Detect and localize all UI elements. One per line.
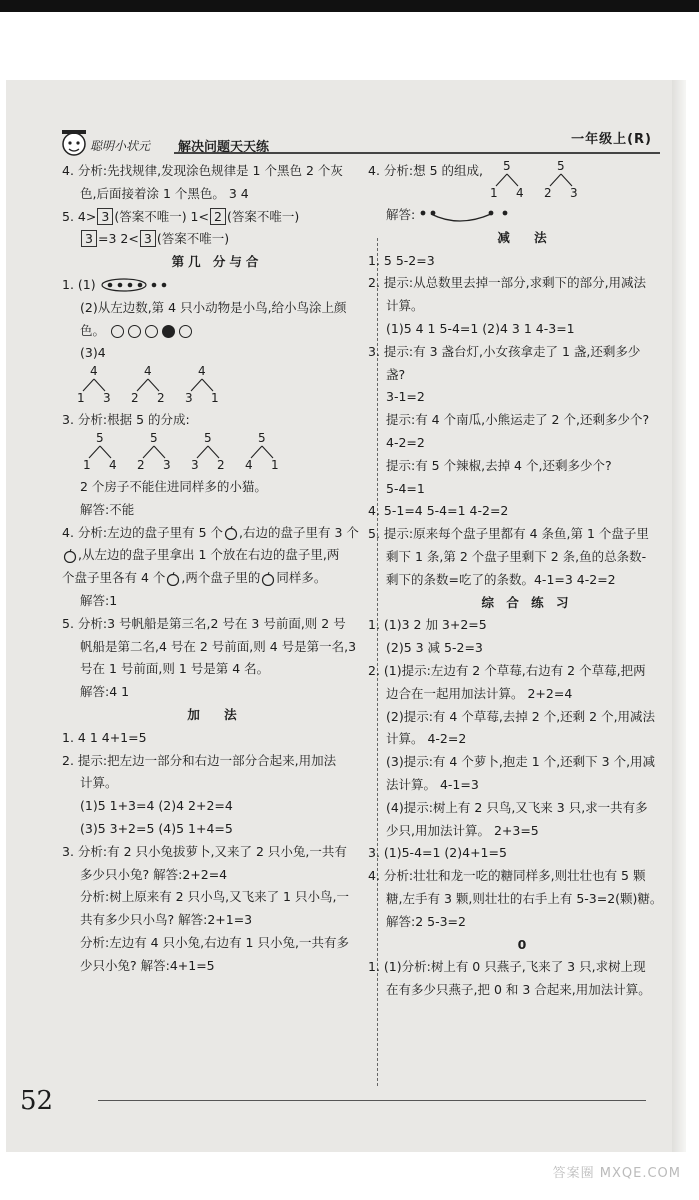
tree-left: 1 — [77, 391, 85, 406]
text-line: 1. (1)分析:树上有 0 只燕子,飞来了 3 只,求树上现 — [368, 959, 646, 975]
text-line: 少只,用加法计算。 2+3=5 — [386, 822, 539, 838]
text-line: 糖,左手有 3 颗,则壮壮的右手上有 5-3=2(颗)糖。 — [386, 890, 663, 906]
tree-top: 5 — [150, 430, 158, 445]
text-line: 4-2=2 — [386, 434, 425, 450]
text-line: (3)5 3+2=5 (4)5 1+4=5 — [80, 820, 233, 836]
tree-right: 2 — [217, 457, 225, 472]
text-line: 4. 分析:先找规律,发现涂色规律是 1 个黑色 2 个灰 — [62, 163, 343, 178]
circle-empty — [179, 325, 192, 338]
section-heading: 加 法 — [187, 706, 247, 722]
text-line: 分析:左边有 4 只小兔,右边有 1 只小兔,一共有多 — [80, 934, 349, 950]
header-rule — [174, 152, 660, 154]
tree-top: 5 — [258, 430, 266, 445]
text-line: (3)4 — [80, 345, 106, 361]
watermark: 答案圈 MXQE.COM — [552, 1166, 681, 1181]
text-line: 计算。 — [386, 298, 424, 314]
answer-box: 3 — [97, 208, 113, 225]
text-span: ,两个盘子里的 — [181, 570, 261, 586]
decomposition-tree — [242, 432, 282, 472]
svg-text:聪明小状元: 聪明小状元 — [90, 139, 151, 153]
text-span: 1. (1) — [62, 276, 96, 292]
text-line: (3)提示:有 4 个萝卜,抱走 1 个,还剩下 3 个,用减 — [386, 754, 656, 770]
grade-label: 一年级上(R) — [571, 132, 652, 147]
text-line — [62, 544, 372, 567]
tree-right: 1 — [211, 391, 219, 406]
text-line: 计算。 — [80, 775, 118, 791]
text-line: 3-1=2 — [386, 389, 425, 405]
text-line: 解答:不能 — [80, 501, 135, 517]
text-line: 4. 分析:壮壮和龙一吃的糖同样多,则壮壮也有 5 颗 — [368, 868, 646, 884]
text-span: 4. 分析:左边的盘子里有 5 个 — [62, 524, 224, 540]
text-line: 1. 4 1 4+1=5 — [62, 729, 147, 745]
text-line: 帆船是第二名,4 号在 2 号前面,则 4 号是第一名,3 — [80, 638, 357, 654]
text-line: 边合在一起用加法计算。 2+2=4 — [386, 685, 573, 701]
text-line — [368, 204, 686, 227]
text-line: 解答:4 1 — [80, 684, 130, 700]
tree-top: 4 — [90, 364, 98, 379]
text-line: 3. (1)5-4=1 (2)4+1=5 — [368, 845, 507, 861]
decomposition-tree — [487, 160, 527, 200]
section-heading: 0 — [517, 936, 537, 952]
text-span: (答案不唯一) — [156, 231, 230, 247]
tree-top: 4 — [198, 364, 206, 379]
apple-icon — [223, 526, 239, 540]
text-line — [368, 160, 686, 204]
tree-right: 1 — [271, 457, 279, 472]
text-line: 2. 提示:把左边一部分和右边一部分合起来,用加法 — [62, 752, 337, 768]
text-line — [62, 274, 372, 297]
text-span: 5. 4> — [62, 208, 97, 224]
text-line: (1)5 4 1 5-4=1 (2)4 3 1 4-3=1 — [386, 320, 575, 336]
text-span: 色。 — [80, 322, 106, 338]
text-line: 色,后面接着涂 1 个黑色。 3 4 — [80, 185, 249, 201]
right-column — [368, 160, 686, 1002]
text-line: 提示:有 4 个南瓜,小熊运走了 2 个,还剩多少个? — [386, 412, 650, 428]
tree-left: 4 — [245, 457, 253, 472]
text-line: 5. 分析:3 号帆船是第三名,2 号在 3 号前面,则 2 号 — [62, 615, 346, 631]
answer-box: 2 — [210, 208, 226, 225]
text-line: 剩下 1 条,第 2 个盘子里剩下 2 条,鱼的总条数- — [386, 548, 647, 564]
apple-icon — [165, 572, 181, 586]
tree-right: 3 — [103, 391, 111, 406]
circle-empty — [111, 325, 124, 338]
text-line: 3. 分析:有 2 只小兔拔萝卜,又来了 2 只小兔,一共有 — [62, 843, 347, 859]
text-line: 解答:1 — [80, 592, 118, 608]
text-line: (2)从左边数,第 4 只小动物是小鸟,给小鸟涂上颜 — [80, 299, 347, 315]
tree-left: 3 — [191, 457, 199, 472]
text-line — [62, 206, 372, 229]
tree-left: 1 — [83, 457, 91, 472]
text-line: 剩下的条数=吃了的条数。4-1=3 4-2=2 — [386, 571, 616, 587]
answer-box: 3 — [81, 230, 97, 247]
page-number: 52 — [20, 1086, 54, 1116]
text-line: (1)5 1+3=4 (2)4 2+2=4 — [80, 798, 233, 814]
tree-left: 3 — [185, 391, 193, 406]
tree-top: 5 — [204, 430, 212, 445]
page-header — [54, 128, 660, 160]
text-line: 1. (1)3 2 加 3+2=5 — [368, 617, 487, 633]
text-line: 解答:2 5-3=2 — [386, 913, 466, 929]
text-line: (2)5 3 减 5-2=3 — [386, 640, 483, 656]
grouping-drawing — [419, 208, 511, 224]
text-span: (答案不唯一) 1< — [114, 208, 209, 224]
text-line: 共有多少只小鸟? 解答:2+1=3 — [80, 912, 253, 928]
text-line: 2 个房子不能住进同样多的小猫。 — [80, 478, 267, 494]
text-line: 2. 提示:从总数里去掉一部分,求剩下的部分,用减法 — [368, 275, 647, 291]
tree-row — [62, 432, 372, 476]
decomposition-tree — [188, 432, 228, 472]
tree-left: 2 — [131, 391, 139, 406]
text-line: 在有多少只燕子,把 0 和 3 合起来,用加法计算。 — [386, 982, 651, 998]
circle-empty — [145, 325, 158, 338]
tree-right: 3 — [163, 457, 171, 472]
tree-left: 1 — [489, 186, 498, 200]
text-span: ,右边的盘子里有 3 个 — [239, 524, 359, 540]
section-heading: 第几 分与合 — [171, 254, 263, 270]
tree-top: 5 — [502, 159, 511, 173]
tree-row — [62, 365, 372, 409]
text-line: 1. 5 5-2=3 — [368, 252, 435, 268]
text-line: 计算。 4-2=2 — [386, 731, 467, 747]
text-line: 法计算。 4-1=3 — [386, 776, 479, 792]
tree-right: 4 — [515, 186, 524, 200]
section-heading: 综 合 练 习 — [481, 594, 573, 610]
tree-right: 4 — [109, 457, 117, 472]
answer-box: 3 — [140, 230, 156, 247]
status-bar — [0, 0, 699, 12]
dots-drawing — [100, 278, 170, 292]
tree-top: 4 — [144, 364, 152, 379]
tree-right: 2 — [157, 391, 165, 406]
text-span: 解答: — [386, 207, 416, 222]
text-span: 4. 分析:想 5 的组成, — [368, 163, 483, 178]
text-span: ,从左边的盘子里拿出 1 个放在右边的盘子里,两 — [78, 547, 340, 563]
text-span: =3 2< — [98, 231, 139, 247]
text-line: 少只小兔? 解答:4+1=5 — [80, 957, 215, 973]
left-column — [62, 160, 372, 978]
circle-filled — [162, 325, 175, 338]
tree-left: 2 — [543, 186, 552, 200]
text-span: 个盘子里各有 4 个 — [62, 570, 166, 586]
text-span: (答案不唯一) — [226, 208, 300, 224]
decomposition-tree — [541, 160, 581, 200]
footer-rule — [98, 1100, 646, 1101]
decomposition-tree — [74, 365, 114, 405]
scanned-page — [6, 80, 686, 1152]
decomposition-tree — [134, 432, 174, 472]
text-span: 同样多。 — [276, 570, 327, 586]
text-line: (4)提示:树上有 2 只鸟,又飞来 3 只,求一共有多 — [386, 799, 648, 815]
mascot-logo — [54, 128, 174, 160]
text-line: 盏? — [386, 366, 406, 382]
text-line: 5-4=1 — [386, 480, 425, 496]
apple-icon — [260, 572, 276, 586]
apple-icon — [62, 549, 78, 563]
circle-empty — [128, 325, 141, 338]
tree-top: 5 — [556, 159, 565, 173]
tree-top: 5 — [96, 430, 104, 445]
book-title: 解决问题天天练 — [178, 140, 270, 155]
text-line: 分析:树上原来有 2 只小鸟,又飞来了 1 只小鸟,一 — [80, 889, 349, 905]
decomposition-tree — [80, 432, 120, 472]
text-line: 号在 1 号前面,则 1 号是第 4 名。 — [80, 661, 270, 677]
text-line — [62, 228, 372, 251]
text-line: 多少只小兔? 解答:2+2=4 — [80, 866, 228, 882]
text-line: 2. (1)提示:左边有 2 个草莓,右边有 2 个草莓,把两 — [368, 662, 646, 678]
text-line — [62, 320, 372, 343]
text-line: 提示:有 5 个辣椒,去掉 4 个,还剩多少个? — [386, 457, 612, 473]
text-line: 3. 分析:根据 5 的分成: — [62, 412, 190, 428]
text-line — [62, 567, 372, 590]
text-line: (2)提示:有 4 个草莓,去掉 2 个,还剩 2 个,用减法 — [386, 708, 656, 724]
decomposition-tree — [182, 365, 222, 405]
tree-group — [487, 159, 595, 200]
tree-right: 3 — [569, 186, 578, 200]
text-line: 3. 提示:有 3 盏台灯,小女孩拿走了 1 盏,还剩多少 — [368, 343, 641, 359]
text-line — [62, 522, 372, 545]
tree-left: 2 — [137, 457, 145, 472]
text-line: 4. 5-1=4 5-4=1 4-2=2 — [368, 503, 509, 519]
text-line: 5. 提示:原来每个盘子里都有 4 条鱼,第 1 个盘子里 — [368, 526, 649, 542]
section-heading: 减 法 — [497, 229, 557, 245]
decomposition-tree — [128, 365, 168, 405]
